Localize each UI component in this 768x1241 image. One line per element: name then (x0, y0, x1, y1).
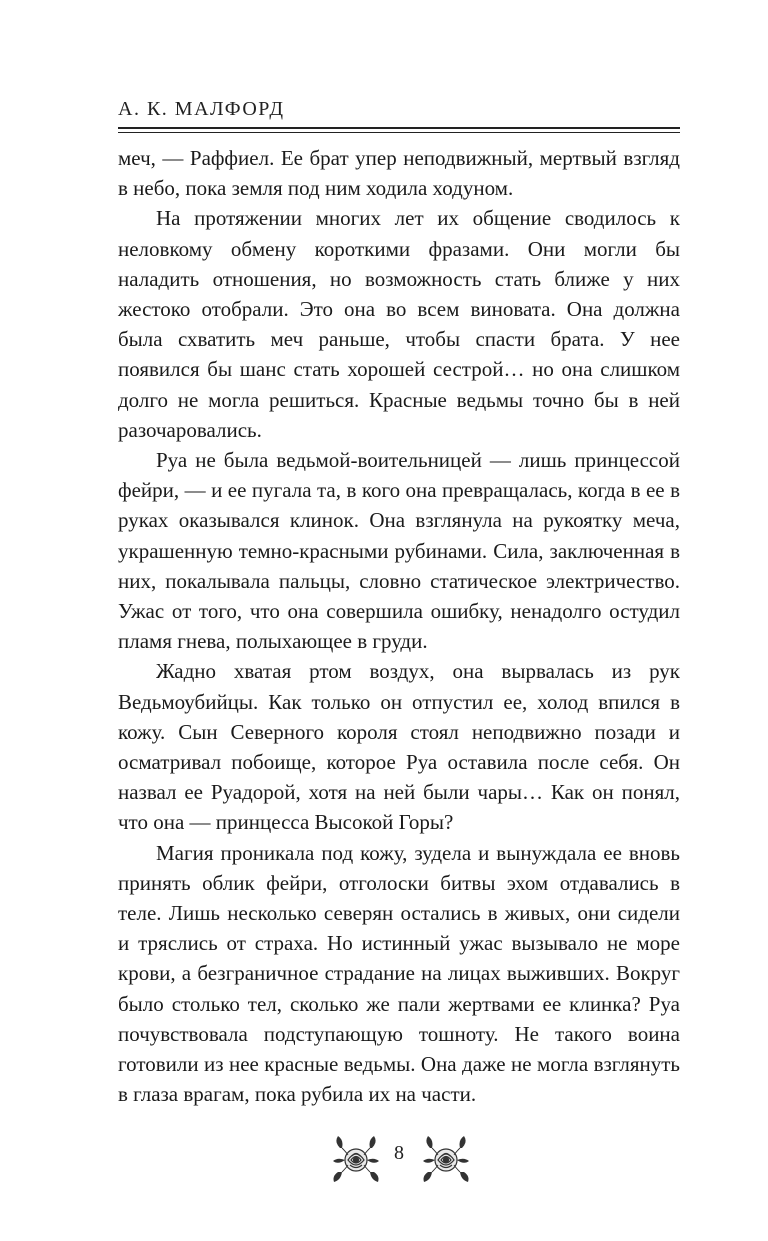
running-head: А. К. МАЛФОРД (118, 98, 285, 120)
paragraph: Жадно хватая ртом воздух, она вырвалась из рук Ведьмоубийцы. Как только он отпустил ее, холод впился в кожу. Сын Северного короля стоял неподвижно позади и осматривал побоище, которое Руа оставила после себя. Он назвал ее Руадорой, хотя на ней были чары… Как он понял, что она — принцесса Высокой Горы? (118, 659, 680, 835)
paragraph: меч, — Раффиел. Ее брат упер неподвижный, мертвый взгляд в небо, пока земля под ним ходила ходуном. (118, 146, 680, 201)
paragraph: Магия проникала под кожу, зудела и вынуждала ее вновь принять облик фейри, отголоски битвы эхом отдавались в теле. Лишь несколько северян остались в живых, они сидели и тряслись от страха. Но истинный ужас вызывало не море крови, а безграничное страдание на лицах выживших. Вокруг было столько тел, сколько же пали жертвами ее клинка? Руа почувствовала подступающую тошноту. Не такого воина готовили из нее красные ведьмы. Она даже не могла взглянуть в глаза врагам, пока рубила их на части. (118, 840, 680, 1107)
paragraph: На протяжении многих лет их общение сводилось к неловкому обмену короткими фразами. Они могли бы наладить отношения, но возможность стать ближе у них жестоко отобрали. Это она во всем виновата. Она должна была схватить меч раньше, чтобы спасти брата. У нее появился бы шанс стать хорошей сестрой… но она слишком долго не могла решиться. Красные ведьмы точно бы в ней разочаровались. (118, 206, 680, 442)
rose-ornament-icon (328, 1130, 384, 1186)
rose-ornament-icon (418, 1130, 474, 1186)
body-text (118, 143, 680, 1110)
paragraph: Руа не была ведьмой-воительницей — лишь принцессой фейри, — и ее пугала та, в кого она превращалась, когда в ее в руках оказывался клинок. Она взглянула на рукоятку меча, украшенную темно-красными рубинами. Сила, заключенная в них, покалывала пальцы, словно статическое электричество. Ужас от того, что она совершила ошибку, ненадолго остудил пламя гнева, полыхающее в груди. (118, 448, 680, 654)
page-footer (0, 1130, 768, 1186)
page-number: 8 (394, 1142, 404, 1164)
header-rule-thin (118, 132, 680, 133)
header-rule-thick (118, 127, 680, 129)
